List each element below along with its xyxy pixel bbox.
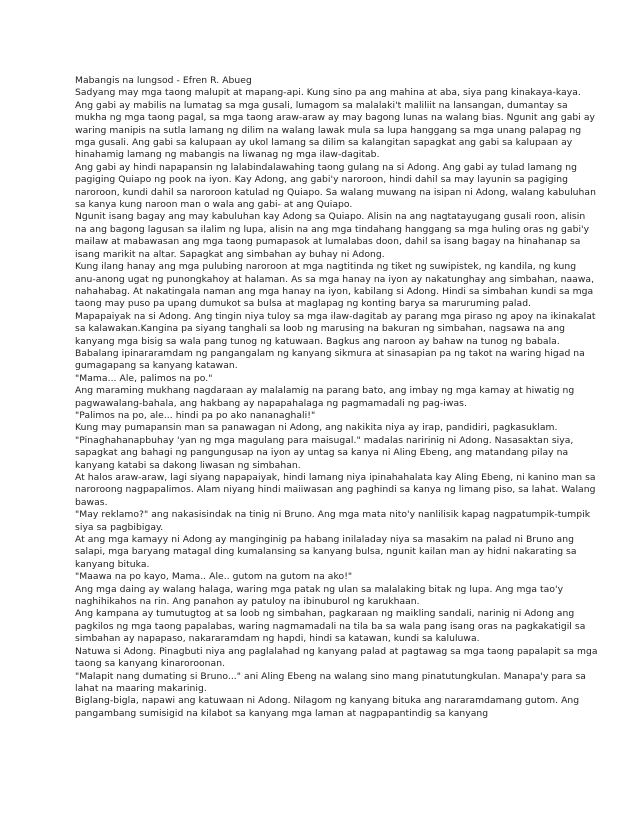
paragraph: At halos araw-araw, lagi siyang napapaiyak, hindi lamang niya ipinahahalata kay Aling Ebeng, ni kanino man sa naroroong nagpapalimos. Alam niyang hindi maiiwasan ang paghindi sa kanya ng limang piso, sa lahat. Walang bawas. (75, 472, 596, 508)
paragraph: Ang gabi ay mabilis na lumatag sa mga gusali, lumagom sa malalaki't maliliit na lansangan, dumantay sa mukha ng mga taong pagal, sa mga taong araw-araw ay may bagong lunas na walang bias. Ngunit ang gabi ay waring manipis na sutla lamang ng dilim na walang lawak mula sa lupa hanggang sa mga unang palapag ng mga gusali. Ang gabi sa kalupaan ay ukol lamang sa dilim sa kalangitan sapagkat ang gabi sa kalupaan ay hinahamig lamang ng mabangis na liwanag ng mga ilaw-dagitab. (75, 99, 596, 161)
paragraph: Mapapaiyak na si Adong. Ang tingin niya tuloy sa mga ilaw-dagitab ay parang mga piraso ng apoy na ikinakalat sa kalawakan.Kangina pa siyang tanghali sa loob ng marusing na bakuran ng simbahan, nagsawa na ang kanyang mga bisig sa wala pang tunog ng katuwaan. Bagkus ang naroon ay bahaw na tunog ng babala. Babalang ipinararamdam ng pangangalam ng kanyang sikmura at sinasapian pa ng takot na waring higad na gumagapang sa kanyang katawan. (75, 310, 596, 372)
document-title: Mabangis na lungsod - Efren R. Abueg (75, 75, 252, 86)
paragraph: "Palimos na po, ale... hindi pa po ako nananaghali!" (75, 409, 316, 421)
paragraph: Biglang-bigla, napawi ang katuwaan ni Adong. Nilagom ng kanyang bituka ang nararamdamang gutom. Ang pangambang sumisigid na kilabot sa kanyang mga laman at nagpapantindig sa kanyang (75, 695, 580, 719)
story-text (75, 75, 598, 720)
paragraph: "Malapit nang dumating si Bruno..." ani Aling Ebeng na walang sino mang pinatutungkulan. Manapa'y para sa lahat na maaring makarinig. (75, 670, 586, 694)
paragraph: Ang kampana ay tumutugtog at sa loob ng simbahan, pagkaraan ng maikling sandali, narinig ni Adong ang pagkilos ng mga taong papalabas, waring nagmamadali na tila ba sa wala pang isang oras na pagkakatigil sa simbahan ay napapaso, nakararamdam ng hapdi, hindi sa katawan, kundi sa kaluluwa. (75, 608, 586, 645)
paragraph: Natuwa si Adong. Pinagbuti niya ang paglalahad ng kanyang palad at pagtawag sa mga taong papalapit sa mga taong sa kanyang kinaroroonan. (75, 645, 598, 670)
paragraph: Ang maraming mukhang nagdaraan ay malalamig na parang bato, ang imbay ng mga kamay at hiwatig ng pagwawalang-bahala, ang hakbang ay napapahalaga ng pagmamadali ng pag-iwas. (75, 385, 575, 409)
paragraph: Kung may pumapansin man sa panawagan ni Adong, ang nakikita niya ay irap, pandidiri, pagkasuklam. "Pinaghahanapbuhay 'yan ng mga magulang para maisugal." madalas naririnig ni Adong. Nasasaktan siya, sapagkat ang bahagi ng pangungusap na iyon ay untag sa kanya ni Aling Ebeng, ang matandang pilay na kanyang katabi sa dakong liwasan ng simbahan. (75, 422, 574, 471)
paragraph: Sadyang may mga taong malupit at mapang-api. Kung sino pa ang mahina at aba, siya pang kinakaya-kaya. (75, 87, 581, 99)
paragraph: Kung ilang hanay ang mga pulubing naroroon at mga nagtitinda ng tiket ng suwipistek, ng kandila, ng kung anu-anong ugat ng punongkahoy at halaman. As sa mga hanay na iyon ay nakatunghay ang simbahan, naawa, nahahabag. At nakatingala naman ang mga hanay na iyon, kabilang si Adong. Hindi sa simbahan kundi sa mga taong may puso pa upang dumukot sa bulsa at maglapag ng konting barya sa maruruming palad. (75, 261, 595, 310)
paragraph: Ang mga daing ay walang halaga, waring mga patak ng ulan sa malalaking bitak ng lupa. Ang mga tao'y naghihikahos na rin. Ang panahon ay patuloy na ibinuburol ng karukhaan. (75, 583, 564, 608)
paragraph: "Maawa na po kayo, Mama.. Ale.. gutom na gutom na ako!" (75, 571, 353, 583)
paragraph: "May reklamo?" ang nakasisindak na tinig ni Bruno. Ang mga mata nito'y nanlilisik kapag nagpatumpik-tumpik siya sa pagbibigay. (75, 509, 591, 533)
paragraph: Ang gabi ay hindi napapansin ng lalabindalawahing taong gulang na si Adong. Ang gabi ay tulad lamang ng pagiging Quiapo ng pook na iyon. Kay Adong, ang gabi'y naroroon, hindi dahil sa may layunin sa pagiging naroroon, kundi dahil sa naroroon katulad ng Quiapo. Sa walang muwang na isipan ni Adong, walang kabuluhan sa kanya kung naroon man o wala ang gabi- at ang Quiapo. (75, 161, 596, 211)
paragraph: Ngunit isang bagay ang may kabuluhan kay Adong sa Quiapo. Alisin na ang nagtatayugang gusali roon, alisin na ang bagong lagusan sa ilalim ng lupa, alisin na ang mga tindahang hanggang sa mga huling oras ng gabi'y mailaw at mabawasan ang mga taong pumapasok at lumalabas doon, dahil sa isang bagay na hinahanap sa isang marikit na altar. Sapagkat ang simbahan ay buhay ni Adong. (75, 211, 590, 260)
paragraph: At ang mga kamayy ni Adong ay manginginig pa habang inilaladay niya sa masakim na palad ni Bruno ang salapi, mga baryang matagal ding kumalansing sa kanyang bulsa, ngunit kailan man ay hidni nakarating sa kanyang bituka. (75, 534, 577, 570)
paragraph: "Mama... Ale, palimos na po." (75, 372, 213, 384)
